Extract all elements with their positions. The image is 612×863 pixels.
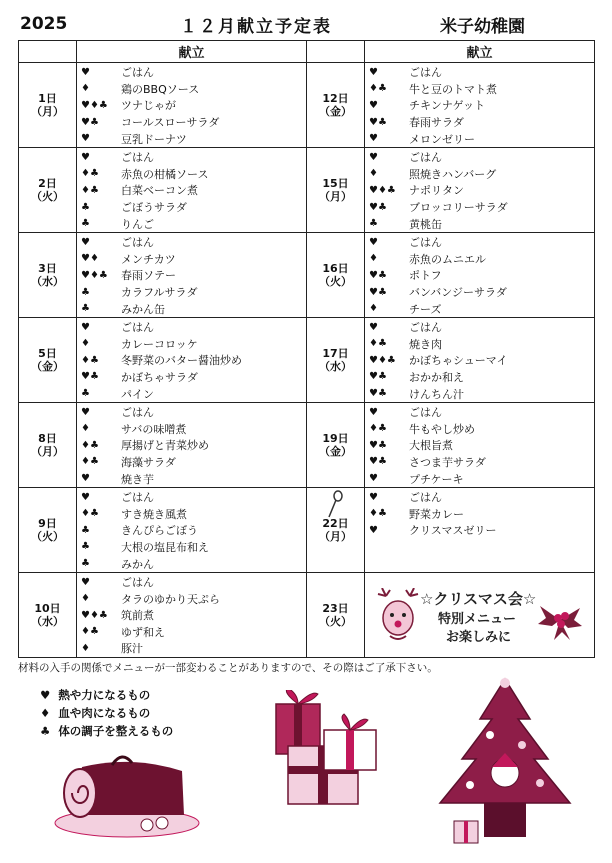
menu-item xyxy=(365,166,594,183)
legend-text: 体の調子を整えるもの xyxy=(58,724,174,738)
menu-item xyxy=(365,470,594,487)
menu-item xyxy=(77,369,306,386)
menu-item xyxy=(77,574,306,591)
weekday: （月） xyxy=(319,189,352,203)
menu-item xyxy=(77,437,306,454)
menu-item xyxy=(77,590,306,607)
weekday: （火） xyxy=(31,189,64,203)
date-cell xyxy=(19,317,77,402)
menu-item xyxy=(365,319,594,336)
dish-name: すき焼き風煮 xyxy=(121,507,187,521)
nutrition-symbol: ♥♣ xyxy=(369,388,387,400)
nutrition-symbol: ♣ xyxy=(81,286,90,298)
dish-name: 厚揚げと青菜炒め xyxy=(121,439,209,453)
dish-name: ごはん xyxy=(121,236,154,250)
dish-name: かぼちゃサラダ xyxy=(121,370,198,384)
menu-item xyxy=(77,130,306,147)
day-number: 19日 xyxy=(322,431,349,445)
day-number: 9日 xyxy=(38,516,57,530)
nutrition-symbol: ♣ xyxy=(81,201,90,213)
nutrition-symbol: ♦ xyxy=(81,642,90,654)
dish-name: 黄桃缶 xyxy=(409,217,442,231)
dish-name: ごぼうサラダ xyxy=(121,201,187,215)
nutrition-symbol: ♥ xyxy=(81,473,90,485)
menu-item xyxy=(77,607,306,624)
dish-name: ゆず和え xyxy=(121,625,165,639)
menu-items-cell xyxy=(77,317,307,402)
menu-item xyxy=(77,64,306,81)
christmas-line2: お楽しみに xyxy=(446,630,512,645)
roll-cake-icon xyxy=(52,745,202,840)
menu-items-cell xyxy=(365,63,595,148)
menu-item xyxy=(77,454,306,471)
day-number: 1日 xyxy=(38,91,57,105)
dish-name: ごはん xyxy=(121,491,154,505)
day-number: 23日 xyxy=(322,601,349,615)
nutrition-symbol: ♦ xyxy=(81,593,90,605)
menu-item xyxy=(77,234,306,251)
dish-name: 鶏のBBQソース xyxy=(121,82,200,96)
menu-item xyxy=(77,640,306,657)
menu-item xyxy=(77,505,306,522)
nutrition-symbol: ♦♣ xyxy=(369,508,387,520)
menu-items-cell xyxy=(77,402,307,487)
menu-item xyxy=(365,404,594,421)
menu-item xyxy=(365,149,594,166)
page-title: １２月献立予定表 xyxy=(180,17,332,37)
menu-item xyxy=(77,114,306,131)
menu-item xyxy=(77,555,306,572)
date-cell xyxy=(19,402,77,487)
weekday: （火） xyxy=(31,529,64,543)
nutrition-symbol: ♦♣ xyxy=(369,338,387,350)
dish-name: 焼き芋 xyxy=(121,472,154,486)
dish-name: メロンゼリー xyxy=(409,132,475,146)
christmas-announcement xyxy=(376,586,588,656)
nutrition-symbol: ♣ xyxy=(81,524,90,536)
nutrition-symbol: ♥♦♣ xyxy=(369,184,396,196)
dish-name: 大根の塩昆布和え xyxy=(121,540,209,554)
nutrition-symbol: ♣ xyxy=(81,218,90,230)
dish-name: みかん缶 xyxy=(121,302,165,316)
dish-name: ごはん xyxy=(121,151,154,165)
page-header xyxy=(0,12,612,40)
header-date-right xyxy=(307,41,365,63)
dish-name: 冬野菜のバター醤油炒め xyxy=(121,354,242,368)
dish-name: 赤魚の柑橘ソース xyxy=(121,167,209,181)
dish-name: ごはん xyxy=(121,406,154,420)
nutrition-symbol: ♥ xyxy=(369,151,378,163)
nutrition-symbol: ♥ xyxy=(81,236,90,248)
dish-name: サバの味噌煮 xyxy=(121,422,187,436)
menu-item xyxy=(77,251,306,268)
nutrition-symbol: ♥ xyxy=(81,133,90,145)
nutrition-symbol: ♥ xyxy=(369,473,378,485)
dish-name: ブロッコリーサラダ xyxy=(409,201,508,215)
year-label: 2025 xyxy=(20,14,68,34)
menu-item xyxy=(365,336,594,353)
day-number: 2日 xyxy=(38,176,57,190)
menu-item xyxy=(77,215,306,232)
menu-item xyxy=(365,182,594,199)
dish-name: パイン xyxy=(121,387,154,401)
nutrition-symbol: ♥ xyxy=(369,406,378,418)
menu-item xyxy=(365,437,594,454)
menu-item xyxy=(365,352,594,369)
dish-name: ごはん xyxy=(121,66,154,80)
nutrition-symbol: ♥♦♣ xyxy=(369,354,396,366)
dish-name: カラフルサラダ xyxy=(121,286,198,300)
dish-name: みかん xyxy=(121,557,154,571)
dish-name: チーズ xyxy=(409,302,442,316)
nutrition-symbol: ♥ xyxy=(369,524,378,536)
menu-items-cell xyxy=(365,487,595,572)
date-cell xyxy=(307,572,365,657)
dish-name: ごはん xyxy=(409,321,442,335)
header-menu-right: 献立 xyxy=(365,41,595,63)
day-number: 16日 xyxy=(322,261,349,275)
dish-name: ごはん xyxy=(409,406,442,420)
nutrition-symbol: ♥♦♣ xyxy=(81,99,108,111)
nutrition-symbol: ♥♣ xyxy=(369,286,387,298)
nutrition-symbol: ♣ xyxy=(369,218,378,230)
date-cell xyxy=(307,147,365,232)
nutrition-symbol: ♥♣ xyxy=(369,371,387,383)
weekday: （金） xyxy=(31,359,64,373)
menu-item xyxy=(77,522,306,539)
menu-item xyxy=(77,404,306,421)
legend-symbol: ♣ xyxy=(40,724,51,738)
dish-name: りんご xyxy=(121,217,154,231)
dish-name: ごはん xyxy=(121,576,154,590)
menu-items-cell xyxy=(365,402,595,487)
menu-items-cell xyxy=(365,147,595,232)
menu-item xyxy=(365,369,594,386)
menu-items-cell xyxy=(77,232,307,317)
menu-item xyxy=(365,64,594,81)
nutrition-symbol: ♥ xyxy=(81,406,90,418)
nutrition-symbol: ♥♣ xyxy=(369,269,387,281)
menu-item xyxy=(77,166,306,183)
dish-name: 筑前煮 xyxy=(121,609,154,623)
menu-item xyxy=(365,215,594,232)
legend-item xyxy=(40,686,173,704)
dish-name: ごはん xyxy=(409,66,442,80)
menu-items-cell xyxy=(77,487,307,572)
nutrition-symbol: ♥ xyxy=(81,66,90,78)
weekday: （火） xyxy=(319,274,352,288)
menu-item xyxy=(77,470,306,487)
menu-item xyxy=(77,385,306,402)
dish-name: 豚汁 xyxy=(121,642,143,656)
menu-item xyxy=(77,420,306,437)
date-cell xyxy=(307,63,365,148)
christmas-title: ☆クリスマス会☆ xyxy=(420,590,537,608)
menu-item xyxy=(365,251,594,268)
dish-name: ごはん xyxy=(409,236,442,250)
menu-item xyxy=(365,267,594,284)
dish-name: 焼き肉 xyxy=(409,337,442,351)
menu-item xyxy=(365,114,594,131)
menu-item xyxy=(365,284,594,301)
nutrition-symbol: ♥♣ xyxy=(369,201,387,213)
nutrition-symbol: ♥ xyxy=(369,491,378,503)
dish-name: 春雨ソテー xyxy=(121,269,176,283)
dish-name: バンバンジーサラダ xyxy=(409,286,507,300)
menu-item xyxy=(77,182,306,199)
nutrition-symbol: ♥♦♣ xyxy=(81,269,108,281)
nutrition-symbol: ♦ xyxy=(81,423,90,435)
weekday: （月） xyxy=(31,444,64,458)
menu-item xyxy=(77,352,306,369)
legend-item xyxy=(40,722,173,740)
nutrition-symbol: ♦ xyxy=(369,303,378,315)
menu-items-cell xyxy=(77,147,307,232)
menu-item xyxy=(77,284,306,301)
nutrition-symbol: ♣ xyxy=(81,541,90,553)
legend-symbol: ♦ xyxy=(40,706,51,720)
weekday: （月） xyxy=(319,529,352,543)
weekday: （金） xyxy=(319,104,352,118)
day-number: 10日 xyxy=(34,601,61,615)
nutrition-symbol: ♦ xyxy=(81,83,90,95)
nutrition-symbol: ♥♣ xyxy=(369,456,387,468)
menu-items-cell xyxy=(77,572,307,657)
dish-name: ツナじゃが xyxy=(121,99,176,113)
dish-name: 春雨サラダ xyxy=(409,116,464,130)
dish-name: ごはん xyxy=(121,321,154,335)
nutrition-symbol: ♣ xyxy=(81,558,90,570)
day-number: 5日 xyxy=(38,346,57,360)
nutrition-symbol: ♦ xyxy=(81,338,90,350)
table-row xyxy=(19,232,595,317)
day-number: 3日 xyxy=(38,261,57,275)
menu-items-cell xyxy=(365,232,595,317)
day-number: 12日 xyxy=(322,91,349,105)
menu-item xyxy=(77,624,306,641)
nutrition-symbol: ♦♣ xyxy=(81,439,99,451)
day-number: 8日 xyxy=(38,431,57,445)
date-cell xyxy=(19,147,77,232)
menu-item xyxy=(77,199,306,216)
nutrition-symbol: ♥♦♣ xyxy=(81,609,108,621)
menu-item xyxy=(365,489,594,506)
menu-item xyxy=(365,300,594,317)
table-row xyxy=(19,402,595,487)
weekday: （水） xyxy=(319,359,352,373)
dish-name: ナポリタン xyxy=(409,184,464,198)
menu-table xyxy=(18,40,595,658)
nutrition-symbol: ♥ xyxy=(369,133,378,145)
dish-name: きんぴらごぼう xyxy=(121,524,198,538)
nutrition-symbol: ♥ xyxy=(81,491,90,503)
nutrition-symbol: ♦♣ xyxy=(81,508,99,520)
legend-symbol: ♥ xyxy=(40,688,51,702)
date-cell xyxy=(307,317,365,402)
menu-item xyxy=(77,267,306,284)
nutrition-symbol: ♦ xyxy=(369,253,378,265)
nutrition-symbol: ♥ xyxy=(369,321,378,333)
menu-item xyxy=(77,489,306,506)
nutrition-symbol: ♥♣ xyxy=(369,116,387,128)
legend-text: 血や肉になるもの xyxy=(58,706,151,720)
nutrition-symbol: ♥♣ xyxy=(81,371,99,383)
nutrition-symbol: ♦♣ xyxy=(369,423,387,435)
day-number: 15日 xyxy=(322,176,349,190)
menu-item xyxy=(365,81,594,98)
table-row xyxy=(19,147,595,232)
date-cell xyxy=(19,487,77,572)
dish-name: クリスマスゼリー xyxy=(409,524,497,538)
nutrition-symbol: ♣ xyxy=(81,388,90,400)
dish-name: さつま芋サラダ xyxy=(409,455,486,469)
nutrition-symbol: ♦♣ xyxy=(81,168,99,180)
nutrition-symbol: ♥ xyxy=(369,66,378,78)
nutrition-symbol: ♦ xyxy=(369,168,378,180)
nutrition-symbol: ♥♣ xyxy=(81,116,99,128)
table-header-row xyxy=(19,41,595,63)
dish-name: ポトフ xyxy=(409,269,442,283)
dish-name: 豆乳ドーナツ xyxy=(121,132,187,146)
menu-item xyxy=(365,454,594,471)
day-number: 17日 xyxy=(322,346,349,360)
reindeer-icon xyxy=(376,588,420,644)
menu-items-cell xyxy=(77,63,307,148)
holly-icon xyxy=(536,596,584,644)
date-cell xyxy=(19,232,77,317)
dish-name: 赤魚のムニエル xyxy=(409,252,486,266)
menu-item xyxy=(365,97,594,114)
legend-item xyxy=(40,704,173,722)
menu-items-cell xyxy=(365,317,595,402)
date-cell xyxy=(307,232,365,317)
dish-name: 白菜ベーコン煮 xyxy=(121,184,198,198)
dish-name: かぼちゃシューマイ xyxy=(409,354,508,368)
dish-name: 野菜カレー xyxy=(409,507,464,521)
spoon-icon xyxy=(326,490,344,520)
dish-name: 大根旨煮 xyxy=(409,439,453,453)
menu-item xyxy=(365,234,594,251)
date-cell xyxy=(19,572,77,657)
menu-item xyxy=(77,300,306,317)
menu-item xyxy=(365,522,594,539)
table-row xyxy=(19,63,595,148)
gift-boxes-icon xyxy=(272,690,382,810)
school-name: 米子幼稚園 xyxy=(440,17,525,37)
dish-name: ごはん xyxy=(409,491,442,505)
nutrition-symbol: ♦♣ xyxy=(81,184,99,196)
nutrition-symbol: ♣ xyxy=(81,303,90,315)
menu-item xyxy=(77,81,306,98)
menu-item xyxy=(77,97,306,114)
weekday: （火） xyxy=(319,614,352,628)
menu-item xyxy=(77,319,306,336)
dish-name: けんちん汁 xyxy=(409,387,464,401)
nutrition-legend xyxy=(40,686,173,740)
dish-name: メンチカツ xyxy=(121,252,176,266)
dish-name: コールスローサラダ xyxy=(121,116,220,130)
dish-name: 海藻サラダ xyxy=(121,455,176,469)
menu-item xyxy=(365,505,594,522)
dish-name: 牛と豆のトマト煮 xyxy=(409,82,497,96)
nutrition-symbol: ♦♣ xyxy=(81,456,99,468)
nutrition-symbol: ♥♦ xyxy=(81,253,99,265)
menu-item xyxy=(365,199,594,216)
christmas-tree-icon xyxy=(430,675,580,850)
nutrition-symbol: ♥ xyxy=(369,236,378,248)
dish-name: 牛もやし炒め xyxy=(409,422,475,436)
menu-item xyxy=(77,336,306,353)
christmas-line1: 特別メニュー xyxy=(438,612,517,627)
dish-name: 照焼きハンバーグ xyxy=(409,167,497,181)
dish-name: おかか和え xyxy=(409,370,464,384)
day-number: 22日 xyxy=(322,516,349,530)
nutrition-symbol: ♥ xyxy=(369,99,378,111)
nutrition-symbol: ♦♣ xyxy=(369,83,387,95)
dish-name: ごはん xyxy=(409,151,442,165)
menu-item xyxy=(365,385,594,402)
date-cell xyxy=(307,402,365,487)
dish-name: プチケーキ xyxy=(409,472,464,486)
menu-item xyxy=(77,149,306,166)
header-menu-left: 献立 xyxy=(77,41,307,63)
nutrition-symbol: ♦♣ xyxy=(81,626,99,638)
legend-text: 熱や力になるもの xyxy=(58,688,151,702)
header-date-left xyxy=(19,41,77,63)
nutrition-symbol: ♦♣ xyxy=(81,354,99,366)
dish-name: タラのゆかり天ぷら xyxy=(121,592,220,606)
nutrition-symbol: ♥ xyxy=(81,576,90,588)
nutrition-symbol: ♥ xyxy=(81,321,90,333)
table-row xyxy=(19,487,595,572)
menu-item xyxy=(365,130,594,147)
weekday: （金） xyxy=(319,444,352,458)
weekday: （月） xyxy=(31,104,64,118)
nutrition-symbol: ♥ xyxy=(81,151,90,163)
menu-item xyxy=(365,420,594,437)
dish-name: カレーコロッケ xyxy=(121,337,198,351)
table-row xyxy=(19,317,595,402)
menu-change-note: 材料の入手の関係でメニューが一部変わることがありますので、その際はご了承下さい。 xyxy=(18,662,438,674)
dish-name: チキンナゲット xyxy=(409,99,486,113)
date-cell xyxy=(19,63,77,148)
weekday: （水） xyxy=(31,614,64,628)
weekday: （水） xyxy=(31,274,64,288)
nutrition-symbol: ♥♣ xyxy=(369,439,387,451)
menu-item xyxy=(77,539,306,556)
